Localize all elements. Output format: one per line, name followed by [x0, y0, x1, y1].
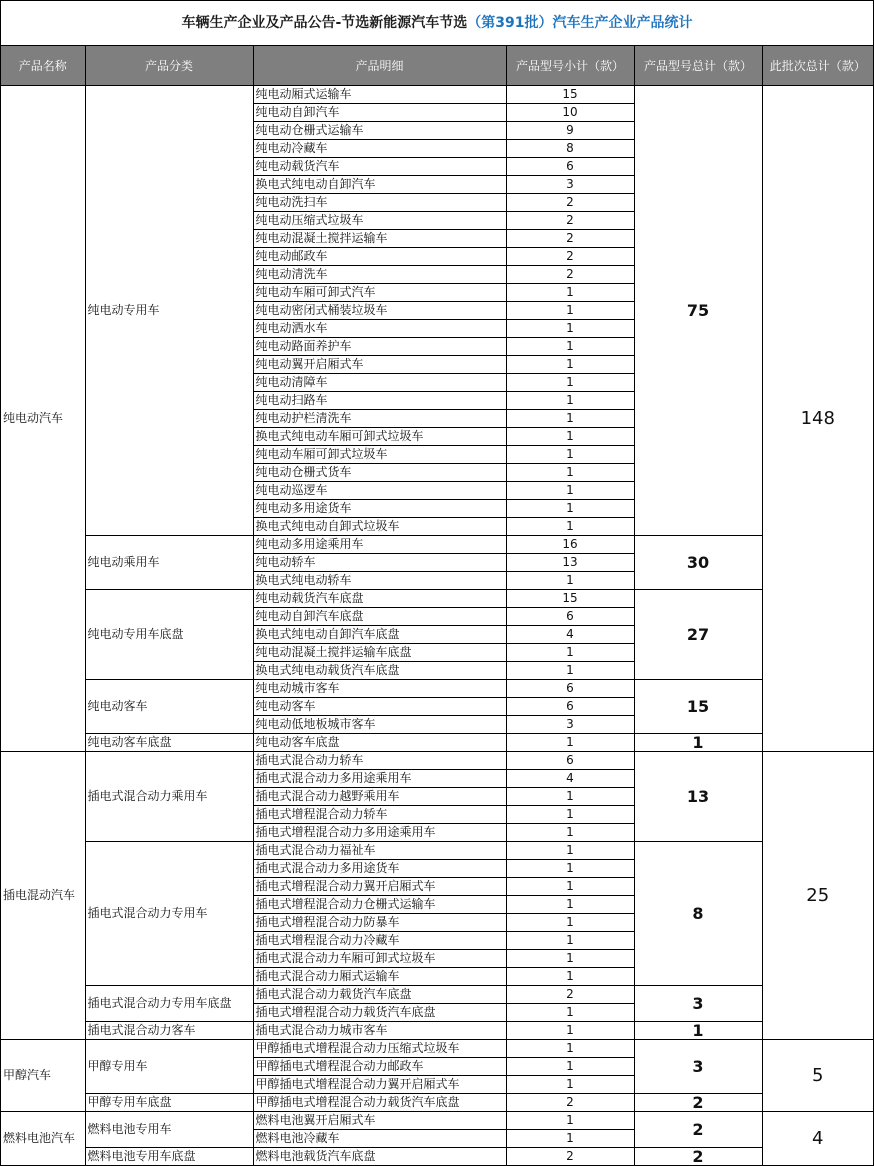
table-row	[1, 86, 873, 104]
product-category-cell: 纯电动专用车	[85, 86, 253, 536]
category-total-cell: 2	[634, 1094, 762, 1112]
subtotal-cell: 1	[506, 644, 634, 662]
subtotal-cell: 1	[506, 446, 634, 464]
product-detail-cell: 换电式纯电动自卸汽车	[253, 176, 506, 194]
subtotal-cell: 2	[506, 986, 634, 1004]
subtotal-cell: 3	[506, 176, 634, 194]
subtotal-cell: 2	[506, 212, 634, 230]
product-detail-cell: 甲醇插电式增程混合动力载货汽车底盘	[253, 1094, 506, 1112]
product-stats-table	[1, 46, 873, 1166]
product-detail-cell: 插电式增程混合动力翼开启厢式车	[253, 878, 506, 896]
subtotal-cell: 6	[506, 752, 634, 770]
table-row	[1, 734, 873, 752]
product-detail-cell: 纯电动客车底盘	[253, 734, 506, 752]
product-category-cell: 甲醇专用车	[85, 1040, 253, 1094]
product-detail-cell: 换电式纯电动轿车	[253, 572, 506, 590]
product-detail-cell: 甲醇插电式增程混合动力翼开启厢式车	[253, 1076, 506, 1094]
category-total-cell: 8	[634, 842, 762, 986]
subtotal-cell: 1	[506, 518, 634, 536]
category-total-cell: 2	[634, 1148, 762, 1166]
category-total-cell: 30	[634, 536, 762, 590]
product-detail-cell: 换电式纯电动载货汽车底盘	[253, 662, 506, 680]
subtotal-cell: 1	[506, 914, 634, 932]
subtotal-cell: 2	[506, 194, 634, 212]
title-part-1: 车辆生产企业及产品公告-节选新能源汽车节选	[181, 15, 468, 31]
subtotal-cell: 1	[506, 392, 634, 410]
subtotal-cell: 1	[506, 824, 634, 842]
product-detail-cell: 插电式混合动力城市客车	[253, 1022, 506, 1040]
product-detail-cell: 插电式增程混合动力冷藏车	[253, 932, 506, 950]
product-detail-cell: 纯电动压缩式垃圾车	[253, 212, 506, 230]
product-detail-cell: 纯电动护栏清洗车	[253, 410, 506, 428]
category-total-cell: 75	[634, 86, 762, 536]
category-total-cell: 3	[634, 986, 762, 1022]
product-detail-cell: 纯电动多用途乘用车	[253, 536, 506, 554]
subtotal-cell: 6	[506, 680, 634, 698]
product-category-cell: 插电式混合动力乘用车	[85, 752, 253, 842]
product-detail-cell: 插电式增程混合动力轿车	[253, 806, 506, 824]
table-body	[1, 86, 873, 1166]
subtotal-cell: 2	[506, 230, 634, 248]
product-detail-cell: 插电式增程混合动力载货汽车底盘	[253, 1004, 506, 1022]
table-row	[1, 590, 873, 608]
subtotal-cell: 2	[506, 266, 634, 284]
subtotal-cell: 1	[506, 860, 634, 878]
subtotal-cell: 1	[506, 356, 634, 374]
product-detail-cell: 燃料电池冷藏车	[253, 1130, 506, 1148]
product-detail-cell: 换电式纯电动车厢可卸式垃圾车	[253, 428, 506, 446]
subtotal-cell: 3	[506, 716, 634, 734]
category-total-cell: 1	[634, 1022, 762, 1040]
product-detail-cell: 纯电动仓栅式运输车	[253, 122, 506, 140]
product-detail-cell: 纯电动自卸汽车底盘	[253, 608, 506, 626]
category-total-cell: 27	[634, 590, 762, 680]
product-category-cell: 插电式混合动力专用车	[85, 842, 253, 986]
product-detail-cell: 纯电动混凝土搅拌运输车	[253, 230, 506, 248]
product-detail-cell: 纯电动自卸汽车	[253, 104, 506, 122]
product-detail-cell: 纯电动密闭式桶装垃圾车	[253, 302, 506, 320]
product-detail-cell: 纯电动载货汽车底盘	[253, 590, 506, 608]
product-detail-cell: 插电式混合动力福祉车	[253, 842, 506, 860]
table-row	[1, 536, 873, 554]
product-detail-cell: 插电式混合动力多用途货车	[253, 860, 506, 878]
product-detail-cell: 纯电动仓栅式货车	[253, 464, 506, 482]
table-row	[1, 752, 873, 770]
product-detail-cell: 插电式混合动力车厢可卸式垃圾车	[253, 950, 506, 968]
product-detail-cell: 插电式混合动力轿车	[253, 752, 506, 770]
category-total-cell: 2	[634, 1112, 762, 1148]
product-category-cell: 纯电动客车	[85, 680, 253, 734]
subtotal-cell: 1	[506, 1130, 634, 1148]
subtotal-cell: 8	[506, 140, 634, 158]
product-detail-cell: 燃料电池翼开启厢式车	[253, 1112, 506, 1130]
product-category-cell: 纯电动专用车底盘	[85, 590, 253, 680]
product-detail-cell: 纯电动厢式运输车	[253, 86, 506, 104]
subtotal-cell: 2	[506, 248, 634, 266]
product-name-cell: 甲醇汽车	[1, 1040, 85, 1112]
subtotal-cell: 1	[506, 950, 634, 968]
product-detail-cell: 纯电动混凝土搅拌运输车底盘	[253, 644, 506, 662]
product-detail-cell: 甲醇插电式增程混合动力压缩式垃圾车	[253, 1040, 506, 1058]
product-detail-cell: 纯电动洗扫车	[253, 194, 506, 212]
subtotal-cell: 4	[506, 770, 634, 788]
subtotal-cell: 6	[506, 158, 634, 176]
product-category-cell: 插电式混合动力专用车底盘	[85, 986, 253, 1022]
product-category-cell: 纯电动乘用车	[85, 536, 253, 590]
table-row	[1, 1094, 873, 1112]
product-detail-cell: 纯电动清洗车	[253, 266, 506, 284]
product-category-cell: 插电式混合动力客车	[85, 1022, 253, 1040]
product-detail-cell: 纯电动载货汽车	[253, 158, 506, 176]
subtotal-cell: 1	[506, 284, 634, 302]
subtotal-cell: 10	[506, 104, 634, 122]
subtotal-cell: 1	[506, 482, 634, 500]
product-detail-cell: 纯电动低地板城市客车	[253, 716, 506, 734]
table-row	[1, 1022, 873, 1040]
product-detail-cell: 插电式混合动力多用途乘用车	[253, 770, 506, 788]
subtotal-cell: 1	[506, 878, 634, 896]
product-category-cell: 甲醇专用车底盘	[85, 1094, 253, 1112]
header-product-name: 产品名称	[1, 46, 85, 86]
product-detail-cell: 纯电动路面养护车	[253, 338, 506, 356]
product-detail-cell: 插电式混合动力厢式运输车	[253, 968, 506, 986]
product-category-cell: 燃料电池专用车底盘	[85, 1148, 253, 1166]
batch-total-cell: 4	[762, 1112, 873, 1166]
subtotal-cell: 1	[506, 1058, 634, 1076]
product-detail-cell: 纯电动多用途货车	[253, 500, 506, 518]
batch-total-cell: 5	[762, 1040, 873, 1112]
product-detail-cell: 插电式增程混合动力多用途乘用车	[253, 824, 506, 842]
subtotal-cell: 1	[506, 806, 634, 824]
product-detail-cell: 插电式增程混合动力仓栅式运输车	[253, 896, 506, 914]
subtotal-cell: 1	[506, 896, 634, 914]
product-category-cell: 纯电动客车底盘	[85, 734, 253, 752]
subtotal-cell: 1	[506, 842, 634, 860]
header-batch-total: 此批次总计（款）	[762, 46, 873, 86]
subtotal-cell: 2	[506, 1148, 634, 1166]
product-detail-cell: 换电式纯电动自卸式垃圾车	[253, 518, 506, 536]
product-detail-cell: 燃料电池载货汽车底盘	[253, 1148, 506, 1166]
product-name-cell: 插电混动汽车	[1, 752, 85, 1040]
subtotal-cell: 1	[506, 338, 634, 356]
product-detail-cell: 插电式混合动力越野乘用车	[253, 788, 506, 806]
header-subtotal: 产品型号小计（款）	[506, 46, 634, 86]
category-total-cell: 3	[634, 1040, 762, 1094]
product-detail-cell: 纯电动邮政车	[253, 248, 506, 266]
page-title	[1, 1, 873, 46]
subtotal-cell: 1	[506, 500, 634, 518]
product-detail-cell: 插电式增程混合动力防暴车	[253, 914, 506, 932]
subtotal-cell: 1	[506, 320, 634, 338]
subtotal-cell: 13	[506, 554, 634, 572]
subtotal-cell: 1	[506, 572, 634, 590]
product-detail-cell: 纯电动车厢可卸式汽车	[253, 284, 506, 302]
subtotal-cell: 1	[506, 1004, 634, 1022]
product-name-cell: 纯电动汽车	[1, 86, 85, 752]
header-product-category: 产品分类	[85, 46, 253, 86]
product-detail-cell: 纯电动冷藏车	[253, 140, 506, 158]
product-detail-cell: 纯电动扫路车	[253, 392, 506, 410]
product-detail-cell: 甲醇插电式增程混合动力邮政车	[253, 1058, 506, 1076]
table-row	[1, 842, 873, 860]
subtotal-cell: 6	[506, 608, 634, 626]
header-row	[1, 46, 873, 86]
product-detail-cell: 纯电动车厢可卸式垃圾车	[253, 446, 506, 464]
table-row	[1, 1040, 873, 1058]
table-row	[1, 1148, 873, 1166]
subtotal-cell: 1	[506, 374, 634, 392]
table-row	[1, 1112, 873, 1130]
product-category-cell: 燃料电池专用车	[85, 1112, 253, 1148]
batch-total-cell: 148	[762, 86, 873, 752]
subtotal-cell: 1	[506, 410, 634, 428]
product-detail-cell: 纯电动清障车	[253, 374, 506, 392]
title-part-3: 汽车生产企业产品统计	[552, 15, 693, 31]
title-batch: （第391批）	[467, 15, 553, 31]
subtotal-cell: 2	[506, 1094, 634, 1112]
subtotal-cell: 1	[506, 1022, 634, 1040]
subtotal-cell: 9	[506, 122, 634, 140]
header-product-detail: 产品明细	[253, 46, 506, 86]
header-total: 产品型号总计（款）	[634, 46, 762, 86]
product-detail-cell: 纯电动轿车	[253, 554, 506, 572]
product-detail-cell: 插电式混合动力载货汽车底盘	[253, 986, 506, 1004]
subtotal-cell: 1	[506, 662, 634, 680]
subtotal-cell: 4	[506, 626, 634, 644]
category-total-cell: 1	[634, 734, 762, 752]
subtotal-cell: 15	[506, 86, 634, 104]
subtotal-cell: 1	[506, 968, 634, 986]
subtotal-cell: 1	[506, 1112, 634, 1130]
table-row	[1, 986, 873, 1004]
subtotal-cell: 1	[506, 464, 634, 482]
product-detail-cell: 纯电动巡逻车	[253, 482, 506, 500]
product-detail-cell: 纯电动洒水车	[253, 320, 506, 338]
category-total-cell: 13	[634, 752, 762, 842]
product-detail-cell: 纯电动城市客车	[253, 680, 506, 698]
product-detail-cell: 纯电动客车	[253, 698, 506, 716]
subtotal-cell: 1	[506, 1076, 634, 1094]
product-detail-cell: 换电式纯电动自卸汽车底盘	[253, 626, 506, 644]
product-detail-cell: 纯电动翼开启厢式车	[253, 356, 506, 374]
table-row	[1, 680, 873, 698]
category-total-cell: 15	[634, 680, 762, 734]
product-name-cell: 燃料电池汽车	[1, 1112, 85, 1166]
subtotal-cell: 16	[506, 536, 634, 554]
subtotal-cell: 6	[506, 698, 634, 716]
subtotal-cell: 1	[506, 428, 634, 446]
subtotal-cell: 15	[506, 590, 634, 608]
subtotal-cell: 1	[506, 302, 634, 320]
subtotal-cell: 1	[506, 788, 634, 806]
subtotal-cell: 1	[506, 1040, 634, 1058]
batch-total-cell: 25	[762, 752, 873, 1040]
subtotal-cell: 1	[506, 932, 634, 950]
subtotal-cell: 1	[506, 734, 634, 752]
